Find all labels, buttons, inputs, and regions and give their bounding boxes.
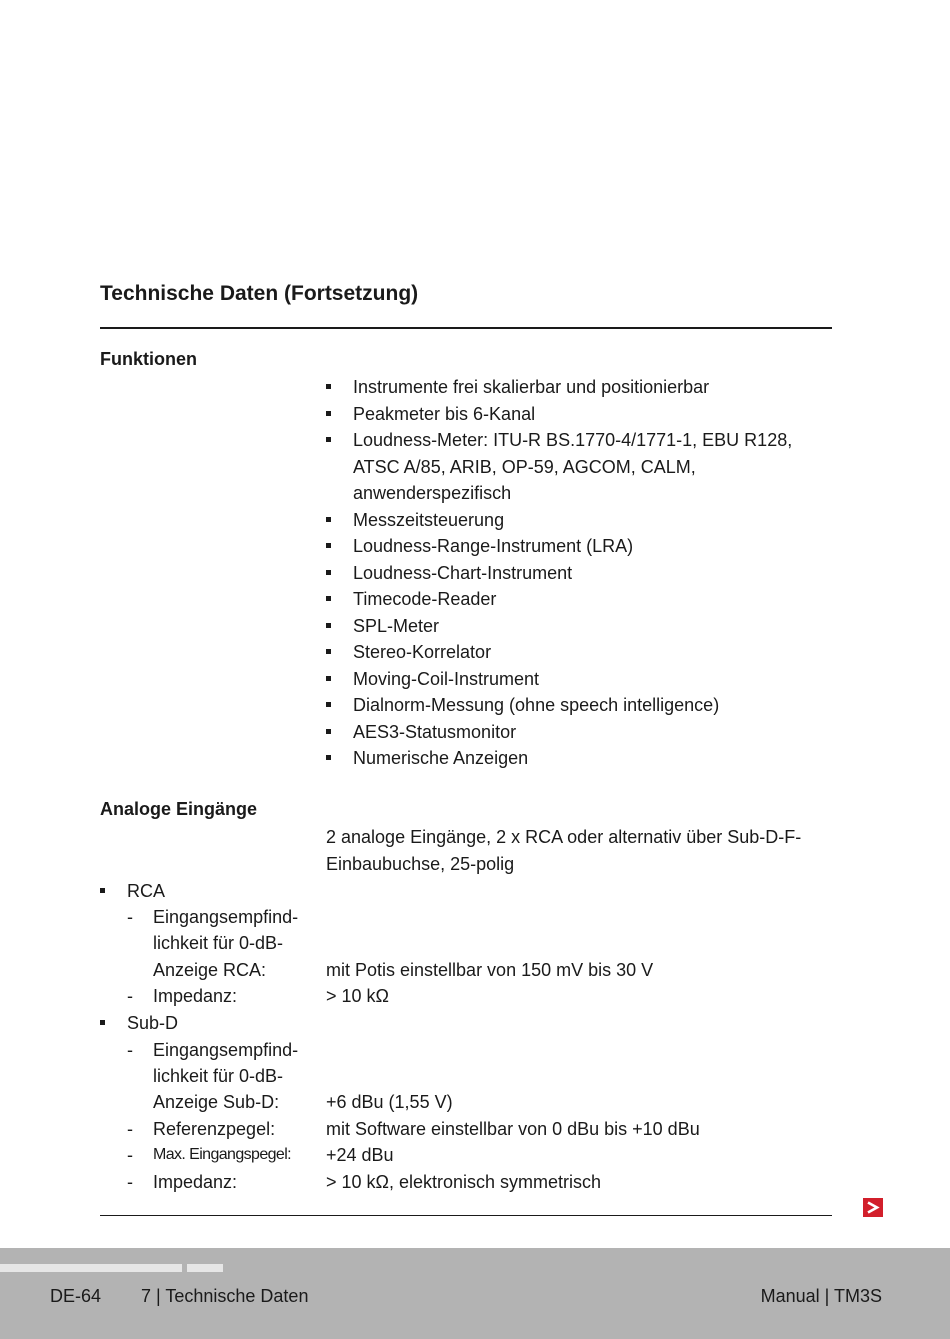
list-item: Dialnorm-Messung (ohne speech intelligence)	[326, 692, 806, 719]
param-label: Impedanz:	[153, 986, 238, 1006]
list-item: Messzeitsteuerung	[326, 507, 806, 534]
page-title: Technische Daten (Fortsetzung)	[100, 282, 419, 305]
bullet-marker	[100, 1020, 105, 1025]
page-number: DE-64	[50, 1286, 102, 1306]
list-item: Loudness-Chart-Instrument	[326, 560, 806, 587]
section-heading-analoge-eingaenge: Analoge Eingänge	[100, 799, 258, 819]
param-label: Impedanz:	[153, 1172, 238, 1192]
page-footer	[0, 1248, 950, 1339]
list-item: Stereo-Korrelator	[326, 639, 806, 666]
group-label-subd: Sub-D	[127, 1013, 179, 1033]
dash-marker: -	[127, 1145, 133, 1165]
param-label: Referenzpegel:	[153, 1119, 276, 1139]
list-item: Numerische Anzeigen	[326, 745, 806, 772]
dash-marker: -	[127, 1119, 133, 1139]
next-page-arrow-icon[interactable]	[863, 1198, 883, 1217]
list-item: Timecode-Reader	[326, 586, 806, 613]
list-item: Loudness-Range-Instrument (LRA)	[326, 533, 806, 560]
param-label: Eingangsempfind-	[153, 1040, 299, 1060]
group-label-rca: RCA	[127, 881, 166, 901]
dash-marker: -	[127, 986, 133, 1006]
param-value: +6 dBu (1,55 V)	[326, 1092, 453, 1112]
dash-marker: -	[127, 907, 133, 927]
param-label: Eingangsempfind-	[153, 907, 299, 927]
section-heading-funktionen: Funktionen	[100, 349, 197, 369]
dash-marker: -	[127, 1172, 133, 1192]
bottom-divider	[100, 1215, 832, 1216]
top-divider	[100, 327, 832, 329]
footer-progress-bar	[0, 1264, 182, 1272]
param-label: Anzeige Sub-D:	[153, 1092, 280, 1112]
chapter-label: 7 | Technische Daten	[141, 1286, 309, 1306]
list-item: AES3-Statusmonitor	[326, 719, 806, 746]
param-value: > 10 kΩ	[326, 986, 389, 1006]
bullet-marker	[100, 888, 105, 893]
dash-marker: -	[127, 1040, 133, 1060]
param-label: Max. Eingangspegel:	[153, 1146, 292, 1163]
param-label: lichkeit für 0-dB-	[153, 933, 284, 953]
param-label: lichkeit für 0-dB-	[153, 1066, 284, 1086]
chevron-right-icon	[866, 1201, 880, 1214]
param-value: mit Potis einstellbar von 150 mV bis 30 V	[326, 960, 654, 980]
param-label: Anzeige RCA:	[153, 960, 267, 980]
list-item: SPL-Meter	[326, 613, 806, 640]
list-item: Instrumente frei skalierbar und positionierbar	[326, 374, 806, 401]
analog-intro-text: 2 analoge Eingänge, 2 x RCA oder alternativ über Sub-D-F-Einbaubuchse, 25-polig	[326, 827, 802, 874]
list-item: Loudness-Meter: ITU-R BS.1770-4/1771-1, EBU R128, ATSC A/85, ARIB, OP-59, AGCOM, CALM, anwenderspezifisch	[326, 427, 806, 507]
manual-label: Manual | TM3S	[760, 1286, 882, 1306]
funktionen-list	[326, 374, 806, 772]
list-item: Peakmeter bis 6-Kanal	[326, 401, 806, 428]
footer-progress-bar	[187, 1264, 223, 1272]
param-value: mit Software einstellbar von 0 dBu bis +10 dBu	[326, 1119, 700, 1139]
param-value: > 10 kΩ, elektronisch symmetrisch	[326, 1172, 602, 1192]
param-value: +24 dBu	[326, 1145, 394, 1165]
list-item: Moving-Coil-Instrument	[326, 666, 806, 693]
